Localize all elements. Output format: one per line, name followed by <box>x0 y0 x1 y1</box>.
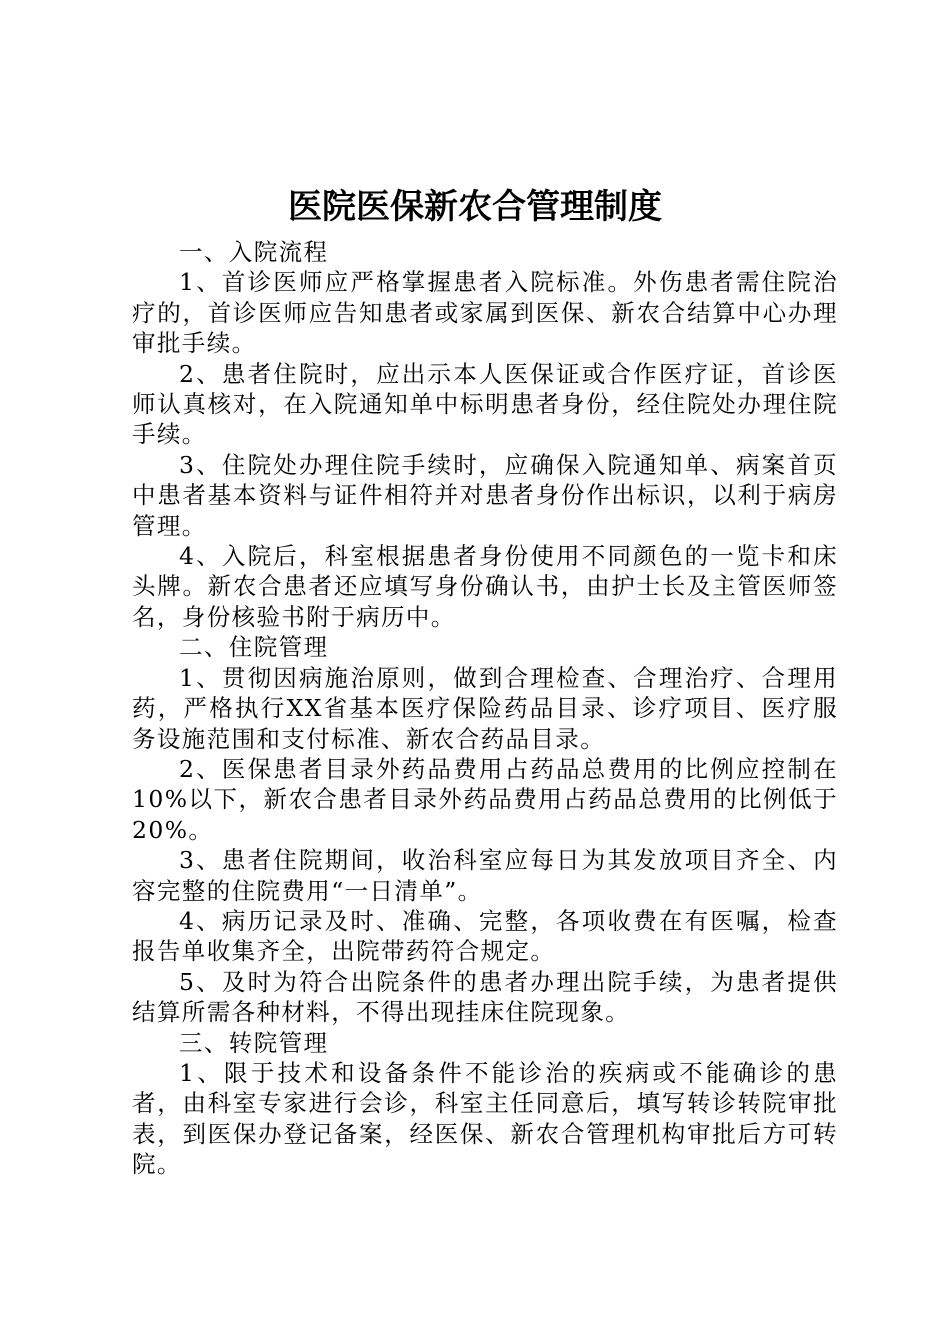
section-heading: 一、入院流程 <box>179 238 329 266</box>
paragraph: 1、限于技术和设备条件不能诊治的疾病或不能确诊的患者，由科室专家进行会诊，科室主任同意后，填写转诊转院审批表，到医保办登记备案，经医保、新农合管理机构审批后方可转院。 <box>132 1058 838 1179</box>
paragraph: 4、病历记录及时、准确、完整，各项收费在有医嘱，检查报告单收集齐全，出院带药符合规定。 <box>132 906 838 966</box>
section-heading: 二、住院管理 <box>179 633 329 662</box>
section-heading: 三、转院管理 <box>179 1028 329 1057</box>
paragraph: 5、及时为符合出院条件的患者办理出院手续，为患者提供结算所需各种材料，不得出现挂床住院现象。 <box>132 967 838 1027</box>
paragraph: 1、首诊医师应严格掌握患者入院标准。外伤患者需住院治疗的，首诊医师应告知患者或家属到医保、新农合结算中心办理审批手续。 <box>132 268 838 358</box>
document-title: 医院医保新农合管理制度 <box>288 187 662 227</box>
paragraph: 1、贯彻因病施治原则，做到合理检查、合理治疗、合理用药，严格执行XX省基本医疗保险药品目录、诊疗项目、医疗服务设施范围和支付标准、新农合药品目录。 <box>132 663 838 753</box>
paragraph: 3、患者住院期间，收治科室应每日为其发放项目齐全、内容完整的住院费用“一日清单”。 <box>132 846 838 905</box>
document-body <box>132 237 838 1180</box>
paragraph: 3、住院处办理住院手续时，应确保入院通知单、病案首页中患者基本资料与证件相符并对患者身份作出标识，以利于病房管理。 <box>132 450 838 540</box>
paragraph: 2、医保患者目录外药品费用占药品总费用的比例应控制在10%以下，新农合患者目录外药品费用占药品总费用的比例低于20%。 <box>132 754 838 844</box>
paragraph: 2、患者住院时，应出示本人医保证或合作医疗证，首诊医师认真核对，在入院通知单中标明患者身份，经住院处办理住院手续。 <box>132 359 838 449</box>
paragraph: 4、入院后，科室根据患者身份使用不同颜色的一览卡和床头牌。新农合患者还应填写身份确认书，由护士长及主管医师签名，身份核验书附于病历中。 <box>132 542 838 631</box>
